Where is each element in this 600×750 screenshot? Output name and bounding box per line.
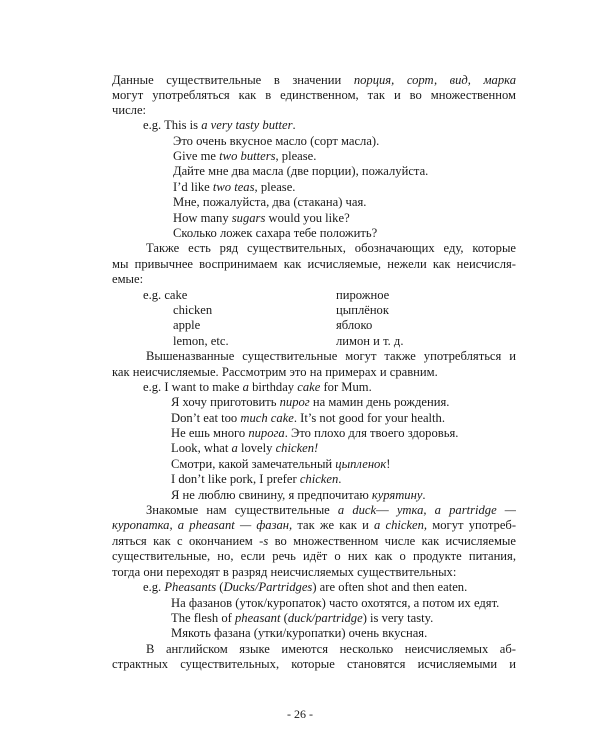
example-line: Look, what a lovely chicken! [171, 441, 319, 455]
list-item-en: chicken [173, 303, 213, 317]
paragraph-line: В английском языке имеются несколько неисчисляемых аб- [146, 642, 516, 656]
example-line: Это очень вкусное масло (сорт масла). [173, 134, 380, 148]
example-line: Я не люблю свинину, я предпочитаю курятину. [171, 488, 426, 502]
paragraph-line: страктных существительных, которые становятся исчисляемыми и [112, 657, 516, 671]
example-line: Сколько ложек сахара тебе положить? [173, 226, 378, 240]
list-item-en: lemon, etc. [173, 334, 229, 348]
example-line: На фазанов (уток/куропаток) часто охотятся, а потом их едят. [171, 596, 500, 610]
paragraph-line: Вышеназванные существительные могут также употребляться и [146, 349, 516, 363]
list-item-ru: лимон и т. д. [336, 334, 404, 348]
list-item-ru: пирожное [336, 288, 390, 302]
list-item-en: e.g. cake [143, 288, 188, 302]
list-item-ru: яблоко [336, 318, 373, 332]
paragraph-line: могут употребляться как в единственном, так и во множественном [112, 88, 516, 102]
example-line: Дайте мне два масла (две порции), пожалуйста. [173, 164, 429, 178]
example-line: How many sugars would you like? [173, 211, 350, 225]
paragraph-line: как неисчисляемые. Рассмотрим это на примерах и сравним. [112, 365, 438, 379]
example-line: The flesh of pheasant (duck/partridge) is very tasty. [171, 611, 434, 625]
example-line: Смотри, какой замечательный цыпленок! [171, 457, 391, 471]
example-line: Не ешь много пирога. Это плохо для твоего здоровья. [171, 426, 459, 440]
example-line: Мякоть фазана (утки/куропатки) очень вкусная. [171, 626, 428, 640]
paragraph-line: куропатка, a pheasant — фазан, так же как и a chicken, могут употреб- [112, 518, 517, 532]
paragraph-line: Также есть ряд существительных, обозначающих еду, которые [146, 241, 516, 255]
paragraph-line: тогда они переходят в разряд неисчисляемых существительных: [112, 565, 457, 579]
list-item-en: apple [173, 318, 201, 332]
example-line: I’d like two teas, please. [173, 180, 296, 194]
example-line: e.g. This is a very tasty butter. [143, 118, 296, 132]
example-line: Я хочу приготовить пирог на мамин день рождения. [171, 395, 450, 409]
example-line: Give me two butters, please. [173, 149, 317, 163]
paragraph-line: мы привычнее воспринимаем как исчисляемые, нежели как неисчисля- [112, 257, 516, 271]
paragraph-line: существительные, но, если речь идёт о них как о продукте питания, [112, 549, 516, 563]
example-line: e.g. I want to make a birthday cake for Mum. [143, 380, 372, 394]
page-number: - 26 - [287, 707, 313, 721]
paragraph-line: Знакомые нам существительные a duck— утка, a partridge — [146, 503, 517, 517]
example-line: I don’t like pork, I prefer chicken. [171, 472, 342, 486]
paragraph-line: числе: [112, 103, 147, 117]
example-line: Мне, пожалуйста, два (стакана) чая. [173, 195, 367, 209]
paragraph-line: Данные существительные в значении порция, сорт, вид, марка [112, 73, 516, 87]
paragraph-line: ляться как с окончанием -s во множественном числе как исчисляемые [112, 534, 516, 548]
list-item-ru: цыплёнок [336, 303, 389, 317]
example-line: Don’t eat too much cake. It’s not good for your health. [171, 411, 445, 425]
example-line: e.g. Pheasants (Ducks/Partridges) are often shot and then eaten. [143, 580, 468, 594]
paragraph-line: емые: [112, 272, 144, 286]
